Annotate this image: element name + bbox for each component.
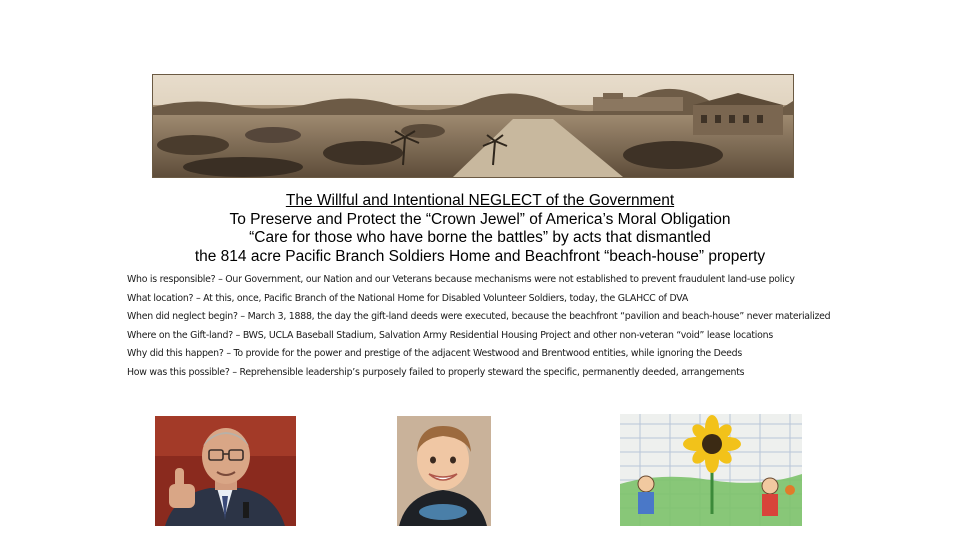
smiling-boy-illustration [383, 416, 503, 526]
list-item-where: Where on the Gift-land? – BWS, UCLA Baseball Stadium, Salvation Army Residential Housing Project and other non-veteran “void” lease locations [127, 329, 773, 341]
list-item-why: Why did this happen? – To provide for the power and prestige of the adjacent Westwood and Brentwood entities, while ignoring the Deeds [127, 348, 742, 359]
portrait-man-photo [155, 416, 296, 526]
child-drawing-photo [620, 414, 802, 526]
list-item-what: What location? – At this, once, Pacific Branch of the National Home for Disabled Volunteer Soldiers, today, the GLAHCC of DVA [127, 292, 688, 304]
list-item-how: How was this possible? – Reprehensible leadership’s purposely failed to properly steward the specific, permanently deeded, arrangements [127, 366, 745, 378]
question-list [127, 274, 839, 385]
title-line-2: To Preserve and Protect the “Crown Jewel” of America’s Moral Obligation [229, 210, 731, 228]
list-item-when: When did neglect begin? – March 3, 1888, the day the gift-land deeds were executed, because the beachfront “pavilion and beach-house” never materialized [127, 311, 831, 322]
list-item-who: Who is responsible? – Our Government, our Nation and our Veterans because mechanisms were not established to prevent fraudulent land-use policy [127, 274, 795, 285]
title-line-3: “Care for those who have borne the battles” by acts that dismantled [249, 229, 711, 246]
historic-campus-photo [152, 74, 794, 178]
slide-title [120, 192, 840, 266]
historic-campus-illustration [153, 75, 793, 177]
portrait-man-illustration [155, 416, 296, 526]
title-line-1: The Willful and Intentional NEGLECT of the Government [285, 192, 675, 209]
child-drawing-illustration [620, 414, 802, 526]
title-line-4: the 814 acre Pacific Branch Soldiers Home and Beachfront “beach-house” property [194, 247, 766, 265]
smiling-boy-photo [383, 416, 503, 526]
